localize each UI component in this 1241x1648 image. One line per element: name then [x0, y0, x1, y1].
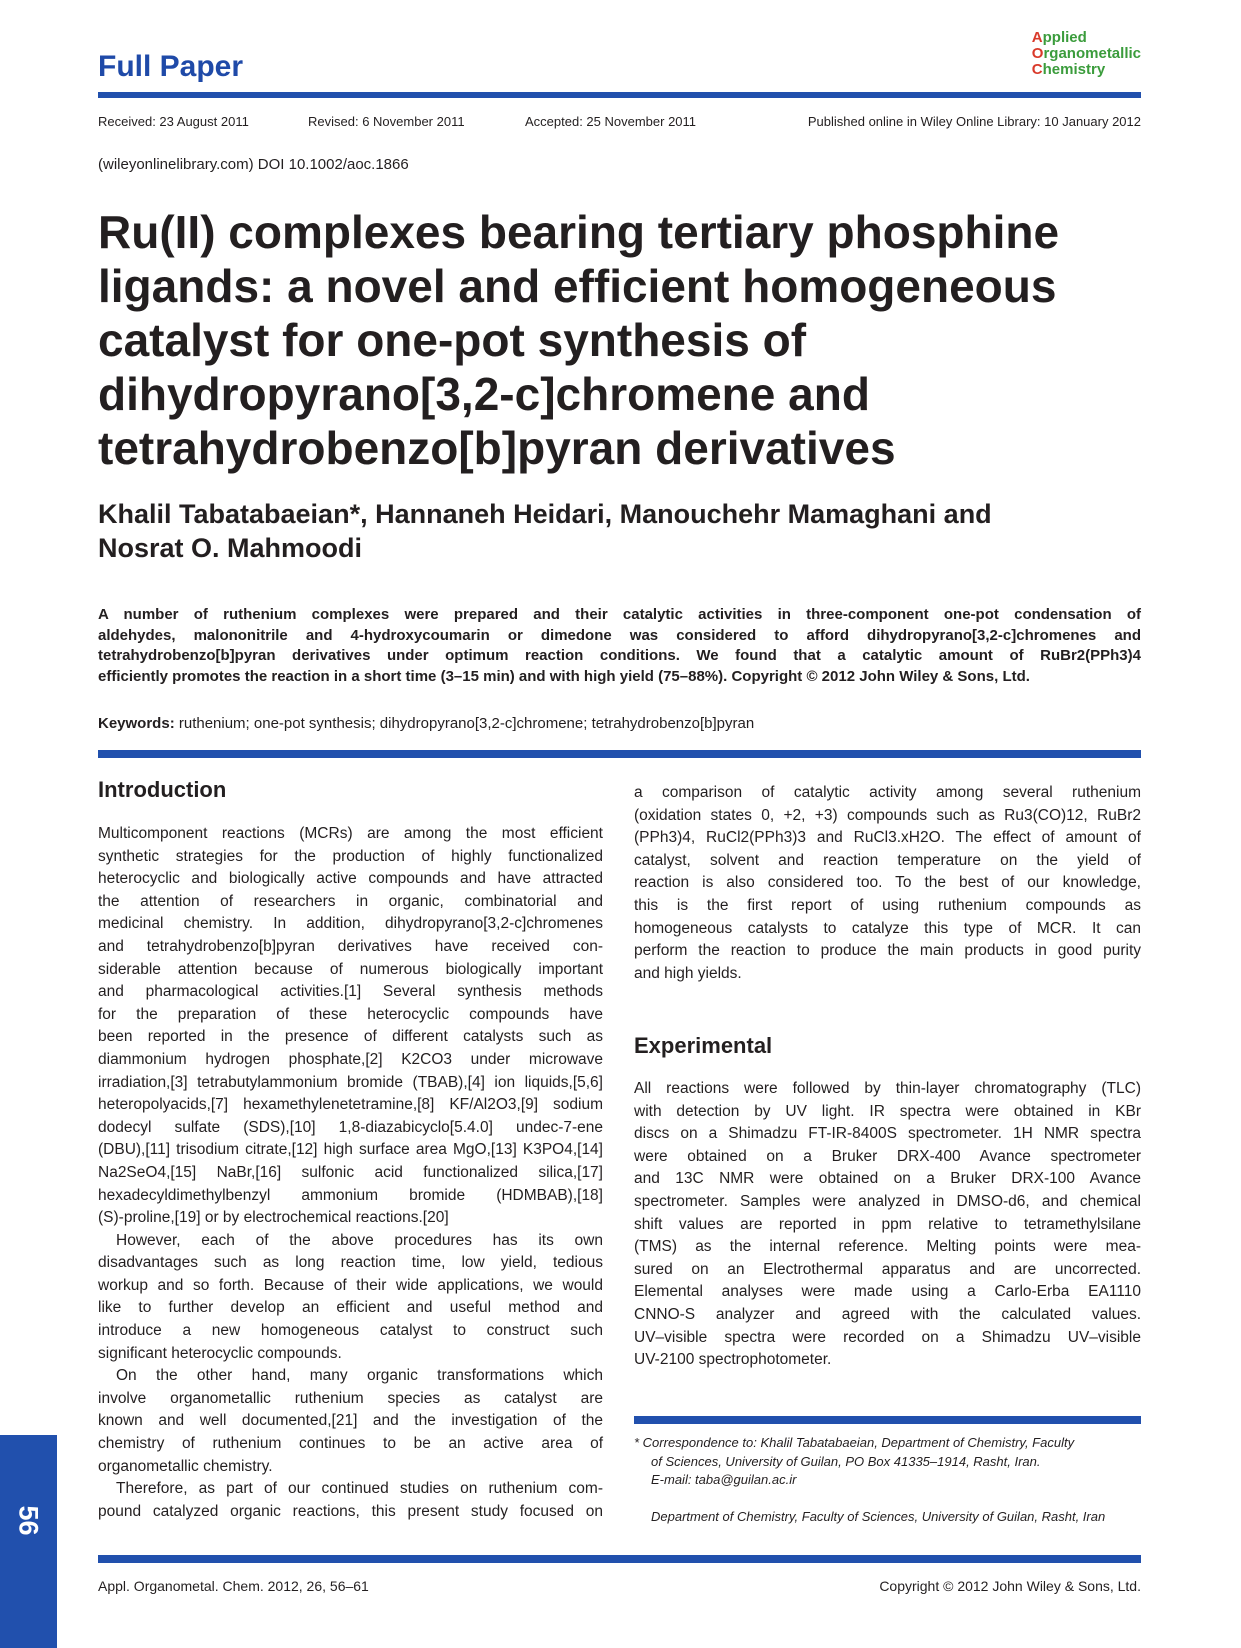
correspondence-email: E-mail: taba@guilan.ac.ir — [651, 1472, 797, 1487]
body-line: sured on an Electrothermal apparatus and are uncorrected. — [634, 1260, 1141, 1278]
page-number: 56 — [13, 1505, 44, 1536]
introduction-heading: Introduction — [98, 777, 227, 802]
doi: (wileyonlinelibrary.com) DOI 10.1002/aoc.1866 — [98, 156, 409, 173]
body-line: diammonium hydrogen phosphate,[2] K2CO3 under microwave — [98, 1050, 603, 1068]
correspondence-line: * Correspondence to: Khalil Tabatabaeian, Department of Chemistry, Faculty — [634, 1435, 1075, 1450]
body-line: However, each of the above procedures has its own — [116, 1231, 603, 1249]
body-line: Multicomponent reactions (MCRs) are among the most efficient — [98, 825, 603, 842]
logo-line-organometallic: Organometallic — [1031, 45, 1141, 62]
date-received: Received: 23 August 2011 — [98, 114, 249, 129]
body-line: (S)-proline,[19] or by electrochemical reactions.[20] — [98, 1209, 449, 1227]
body-line: with detection by UV light. IR spectra were obtained in KBr — [634, 1102, 1141, 1120]
title-line: Ru(II) complexes bearing tertiary phosphine — [98, 206, 1060, 258]
body-line: a comparison of catalytic activity among several ruthenium — [634, 784, 1141, 801]
body-line: spectrometer. Samples were analyzed in DMSO-d6, and chemical — [634, 1192, 1141, 1210]
body-line: and tetrahydrobenzo[b]pyran derivatives have received con- — [98, 937, 603, 955]
body-line: All reactions were followed by thin-layer chromatography (TLC) — [634, 1080, 1141, 1097]
body-line: for the preparation of these heterocyclic compounds have — [98, 1005, 603, 1023]
body-line: synthetic strategies for the production of highly functionalized — [98, 847, 603, 865]
body-line: catalyst, solvent and reaction temperature on the yield of — [634, 851, 1141, 869]
correspondence-line: of Sciences, University of Guilan, PO Box 41335–1914, Rasht, Iran. — [651, 1453, 1041, 1469]
body-line: (TMS) as the internal reference. Melting points were mea- — [634, 1238, 1141, 1256]
body-line: shift values are reported in ppm relative to tetramethylsilane — [634, 1215, 1141, 1233]
abstract-line: tetrahydrobenzo[b]pyran derivatives under optimum reaction conditions. We found that a catalytic amount of RuBr2(PPh3)4 — [98, 647, 1141, 664]
body-line: perform the reaction to produce the main products in good purity — [634, 942, 1141, 960]
title-line: dihydropyrano[3,2-c]chromene and — [98, 368, 870, 420]
abstract-line: efficiently promotes the reaction in a short time (3–15 min) and with high yield (75–88%). Copyright © 2012 John Wiley & Sons, Ltd. — [98, 667, 1030, 685]
introduction-body — [98, 823, 603, 1523]
body-line: significant heterocyclic compounds. — [98, 1344, 342, 1362]
body-line: On the other hand, many organic transformations which — [116, 1367, 603, 1385]
title-line: tetrahydrobenzo[b]pyran derivatives — [98, 422, 896, 474]
title-line: catalyst for one-pot synthesis of — [98, 314, 807, 366]
logo-line-chemistry: Chemistry — [1031, 61, 1106, 78]
body-line: irradiation,[3] tetrabutylammonium bromide (TBAB),[4] ion liquids,[5,6] — [98, 1073, 603, 1091]
keywords-label: Keywords: — [98, 715, 175, 732]
title-line: ligands: a novel and efficient homogeneous — [98, 260, 1057, 312]
body-line: heterocyclic and biologically active compounds and have attracted — [98, 870, 603, 888]
body-line: dodecyl sulfate (SDS),[10] 1,8-diazabicyclo[5.4.0] undec-7-ene — [98, 1118, 603, 1136]
body-line: and high yields. — [634, 964, 742, 982]
affiliation: Department of Chemistry, Faculty of Sciences, University of Guilan, Rasht, Iran — [651, 1509, 1106, 1524]
body-line: discs on a Shimadzu FT-IR-8400S spectrometer. 1H NMR spectra — [634, 1125, 1141, 1143]
section-label: Full Paper — [98, 50, 244, 83]
body-line: medicinal chemistry. In addition, dihydropyrano[3,2-c]chromenes — [98, 915, 603, 933]
body-line: known and well documented,[21] and the investigation of the — [98, 1412, 603, 1430]
body-line: and 13C NMR were obtained on a Bruker DRX-100 Avance — [634, 1170, 1141, 1188]
body-line: (oxidation states 0, +2, +3) compounds such as Ru3(CO)12, RuBr2 — [634, 806, 1141, 824]
body-line: involve organometallic ruthenium species as catalyst are — [98, 1389, 603, 1407]
authors — [98, 497, 1148, 565]
body-line: homogeneous catalysts to catalyze this type of MCR. It can — [634, 919, 1141, 937]
keywords — [98, 715, 754, 732]
body-line: siderable attention because of numerous biologically important — [98, 960, 603, 978]
body-line: pound catalyzed organic reactions, this present study focused on — [98, 1502, 603, 1520]
body-line: like to further develop an efficient and useful method and — [98, 1299, 603, 1317]
body-line: organometallic chemistry. — [98, 1457, 273, 1475]
body-line: the attention of researchers in organic, combinatorial and — [98, 892, 603, 910]
article-title — [98, 205, 1098, 475]
body-line: hexadecyldimethylbenzyl ammonium bromide (HDMBAB),[18] — [98, 1186, 603, 1204]
abstract — [98, 605, 1141, 687]
experimental-body — [634, 1078, 1141, 1372]
body-line: (DBU),[11] trisodium citrate,[12] high surface area MgO,[13] K3PO4,[14] — [98, 1141, 603, 1159]
date-accepted: Accepted: 25 November 2011 — [525, 114, 697, 129]
keywords-text: ruthenium; one-pot synthesis; dihydropyrano[3,2-c]chromene; tetrahydrobenzo[b]pyran — [174, 715, 755, 732]
body-line: this is the first report of using ruthenium compounds as — [634, 896, 1141, 914]
journal-logo — [1032, 30, 1141, 78]
date-published: Published online in Wiley Online Library: 10 January 2012 — [807, 114, 1141, 129]
abstract-rule — [98, 750, 1141, 758]
footer-copyright: Copyright © 2012 John Wiley & Sons, Ltd. — [879, 1578, 1141, 1594]
body-line: UV-2100 spectrophotometer. — [634, 1351, 832, 1369]
date-revised: Revised: 6 November 2011 — [308, 114, 465, 129]
authors-line: Nosrat O. Mahmoodi — [98, 533, 363, 563]
abstract-line: aldehydes, malononitrile and 4-hydroxycoumarin or dimedone was considered to afford dihydropyrano[3,2-c]chromenes and — [98, 626, 1141, 644]
body-line: Na2SeO4,[15] NaBr,[16] sulfonic acid functionalized silica,[17] — [98, 1163, 603, 1181]
experimental-heading: Experimental — [634, 1033, 773, 1058]
body-line: CNNO-S analyzer and agreed with the calculated values. — [634, 1305, 1141, 1323]
abstract-line: A number of ruthenium complexes were prepared and their catalytic activities in three-component one-pot condensation of — [98, 606, 1141, 623]
body-line: UV–visible spectra were recorded on a Shimadzu UV–visible — [634, 1328, 1141, 1346]
body-line: chemistry of ruthenium continues to be an active area of — [98, 1435, 603, 1453]
body-line: (PPh3)4, RuCl2(PPh3)3 and RuCl3.xH2O. The effect of amount of — [634, 829, 1141, 847]
footer-rule — [98, 1555, 1141, 1563]
introduction-continued — [634, 782, 1141, 985]
body-line: Elemental analyses were made using a Carlo-Erba EA1110 — [634, 1283, 1141, 1301]
body-line: been reported in the presence of different catalysts such as — [98, 1028, 603, 1046]
header-rule — [98, 92, 1141, 98]
footer-citation: Appl. Organometal. Chem. 2012, 26, 56–61 — [98, 1578, 369, 1594]
body-line: Therefore, as part of our continued studies on ruthenium com- — [116, 1480, 603, 1498]
body-line: introduce a new homogeneous catalyst to construct such — [98, 1322, 603, 1340]
authors-line: Khalil Tabatabaeian*, Hannaneh Heidari, Manouchehr Mamaghani and — [98, 499, 992, 529]
body-line: disadvantages such as long reaction time, low yield, tedious — [98, 1254, 603, 1272]
body-line: heteropolyacids,[7] hexamethylenetetramine,[8] KF/Al2O3,[9] sodium — [98, 1096, 603, 1114]
correspondence-note — [634, 1434, 1141, 1490]
body-line: workup and so forth. Because of their wide applications, we would — [98, 1276, 603, 1294]
body-line: reaction is also considered too. To the best of our knowledge, — [634, 874, 1141, 892]
correspondence-rule — [634, 1416, 1141, 1424]
body-line: were obtained on a Bruker DRX-400 Avance spectrometer — [634, 1147, 1141, 1165]
body-line: and pharmacological activities.[1] Several synthesis methods — [98, 983, 603, 1001]
logo-line-applied: Applied — [1031, 29, 1087, 46]
